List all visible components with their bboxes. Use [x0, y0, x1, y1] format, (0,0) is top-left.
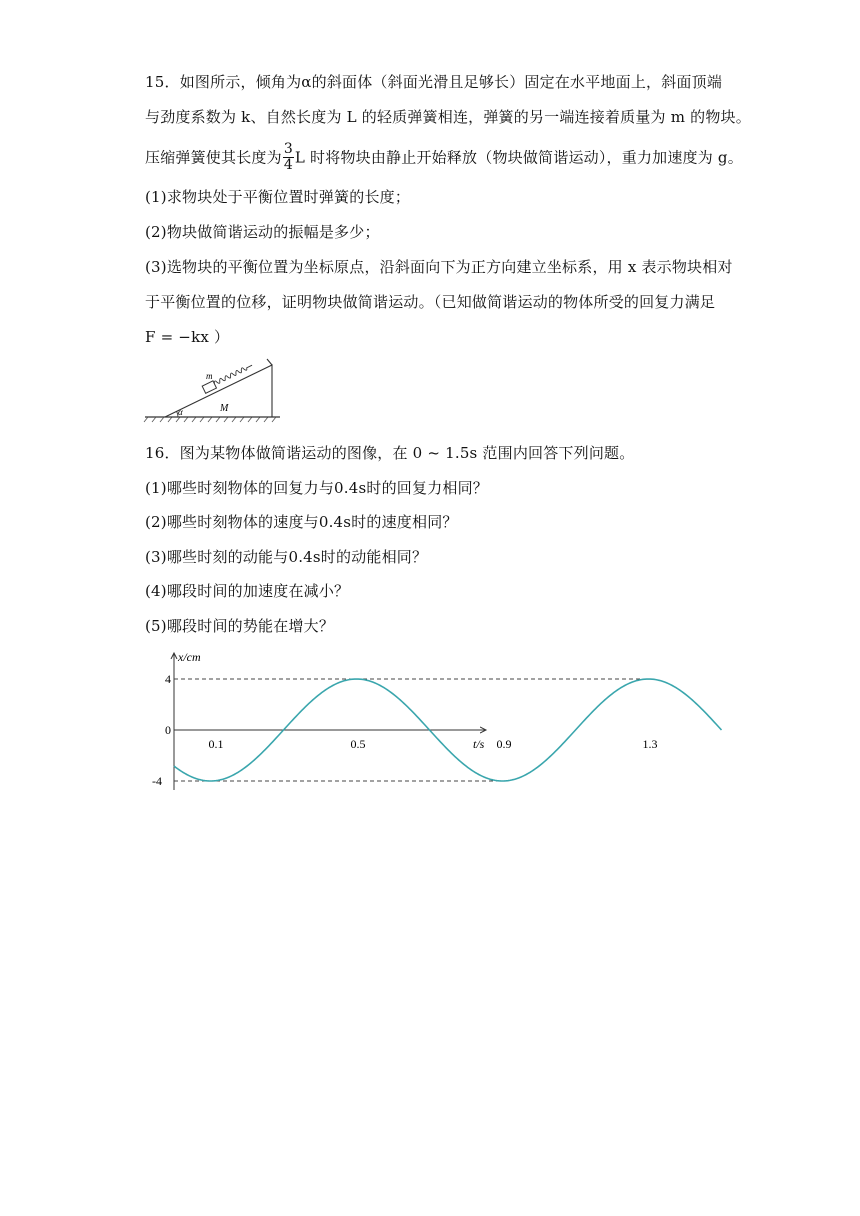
spring [213, 363, 253, 385]
angle-alpha-label: α [178, 407, 183, 417]
q15-part3-line3: F = −kx ） [145, 328, 230, 346]
y-tick-label: 4 [165, 672, 171, 686]
y-tick-label: -4 [152, 774, 162, 788]
x-tick-label: 1.3 [642, 737, 658, 751]
q15-text-1: 如图所示，倾角为α的斜面体（斜面光滑且足够长）固定在水平地面上，斜面顶端 [179, 73, 723, 91]
q15-text-3b: L 时将物块由静止开始释放（物块做简谐运动），重力加速度为 g。 [294, 148, 743, 167]
fraction-three-quarters [283, 142, 294, 173]
q16-part3: (3)哪些时刻的动能与0.4s时的动能相同？ [145, 548, 428, 566]
q16-line1: 16．图为某物体做简谐运动的图像，在 0 ~ 1.5s 范围内回答下列问题。 [145, 444, 635, 462]
q15-number: 15． [145, 73, 180, 91]
q16-part4: (4)哪段时间的加速度在减小？ [145, 582, 350, 600]
q15-line1 [145, 72, 722, 92]
x-axis-label: t/s [473, 737, 485, 751]
q15-part1: (1)求物块处于平衡位置时弹簧的长度； [145, 188, 411, 206]
q15-text-3a: 压缩弹簧使其长度为 [145, 148, 282, 167]
x-tick-label: 0.1 [208, 737, 224, 751]
y-axis-label: x/cm [178, 650, 201, 664]
fraction-numerator: 3 [283, 141, 293, 157]
x-tick-label: 0.9 [496, 737, 512, 751]
ground-hatch [144, 417, 276, 422]
q15-part3-line2: 于平衡位置的位移，证明物块做简谐运动。（已知做简谐运动的物体所受的回复力满足 [145, 293, 716, 311]
block-mass-label: m [206, 371, 213, 381]
q15-part3-line1: (3)选物块的平衡位置为坐标原点，沿斜面向下为正方向建立坐标系，用 x 表示物块相对 [145, 258, 733, 276]
incline-spring-figure [140, 355, 285, 425]
q15-part2: (2)物块做简谐运动的振幅是多少； [145, 223, 380, 241]
q16-part5: (5)哪段时间的势能在增大？ [145, 617, 335, 635]
incline-mass-label: M [220, 403, 229, 414]
shm-displacement-chart [140, 645, 658, 795]
incline-top-plate [267, 359, 272, 365]
q15-line2: 与劲度系数为 k、自然长度为 L 的轻质弹簧相连，弹簧的另一端连接着质量为 m 的物块。 [145, 108, 751, 126]
q16-part2: (2)哪些时刻物体的速度与0.4s时的速度相同？ [145, 513, 458, 531]
q15-line3 [145, 143, 743, 174]
x-tick-label: 0.5 [350, 737, 366, 751]
y-tick-label: 0 [165, 723, 171, 737]
fraction-denominator: 4 [283, 157, 293, 173]
q16-part1: (1)哪些时刻物体的回复力与0.4s时的回复力相同？ [145, 479, 489, 497]
